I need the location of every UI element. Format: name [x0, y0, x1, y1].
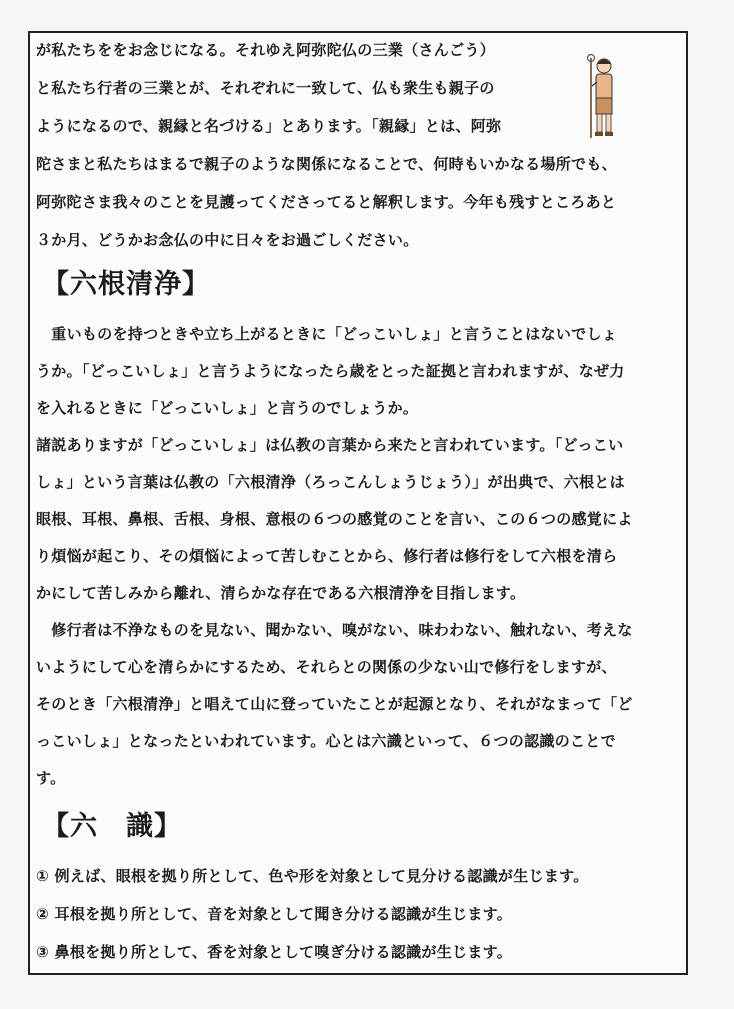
paragraph-line: り煩悩が起こり、その煩悩によって苦しむことから、修行者は修行をして六根を清ら	[36, 547, 618, 565]
list-item: ③ 鼻根を拠り所として、香を対象として嗅ぎ分ける認識が生じます。	[36, 943, 513, 961]
pilgrim-monk-icon	[580, 52, 620, 142]
list-item: ① 例えば、眼根を拠り所として、色や形を対象として見分ける認識が生じます。	[36, 867, 589, 885]
paragraph-line: しょ」という言葉は仏教の「六根清浄（ろっこんしょうじょう）」が出典で、六根とは	[36, 473, 625, 491]
paragraph-line: 陀さまと私たちはまるで親子のような関係になることで、何時もいかなる場所でも、	[36, 155, 617, 173]
paragraph-line: いようにして心を清らかにするため、それらとの関係の少ない山で修行をしますが、	[36, 658, 617, 676]
paragraph-line: す。	[36, 769, 66, 787]
paragraph-line: と私たち行者の三業とが、それぞれに一致して、仏も衆生も親子の	[36, 79, 495, 97]
paragraph-line: ようになるので、親縁と名づける」とあります。「親縁」とは、阿弥	[36, 117, 502, 135]
section-heading-rokushiki: 【六 識】	[42, 811, 182, 842]
paragraph-line: そのとき「六根清浄」と唱えて山に登っていたことが起源となり、それがなまって「ど	[36, 695, 633, 713]
paragraph-line: っこいしょ」となったといわれています。心とは六識といって、６つの認識のことで	[36, 732, 616, 750]
paragraph-line: かにして苦しみから離れ、清らかな存在である六根清浄を目指します。	[36, 584, 526, 602]
paragraph-line: 阿弥陀さま我々のことを見護ってくださってると解釈します。今年も残すところあと	[36, 193, 617, 211]
paragraph-line: を入れるときに「どっこいしょ」と言うのでしょうか。	[36, 399, 419, 417]
paragraph-line: 重いものを持つときや立ち上がるときに「どっこいしょ」と言うことはないでしょ	[36, 325, 618, 343]
paragraph-line: 修行者は不浄なものを見ない、聞かない、嗅がない、味わわない、触れない、考えな	[36, 621, 633, 639]
paragraph-line: 眼根、耳根、鼻根、舌根、身根、意根の６つの感覚のことを言い、この６つの感覚によ	[36, 510, 633, 528]
paragraph-line: うか。「どっこいしょ」と言うようになったら歳をとった証拠と言われますが、なぜ力	[36, 362, 625, 380]
paragraph-line: ３か月、どうかお念仏の中に日々をお過ごしください。	[36, 231, 419, 249]
paragraph-line: 諸説ありますが「どっこいしょ」は仏教の言葉から来たと言われています。「どっこい	[36, 436, 624, 454]
list-item: ② 耳根を拠り所として、音を対象として聞き分ける認識が生じます。	[36, 905, 513, 923]
paragraph-line: が私たちををお念じになる。それゆえ阿弥陀仏の三業（さんごう）	[36, 41, 496, 59]
section-heading-rokkon-shojo: 【六根清浄】	[42, 269, 210, 300]
